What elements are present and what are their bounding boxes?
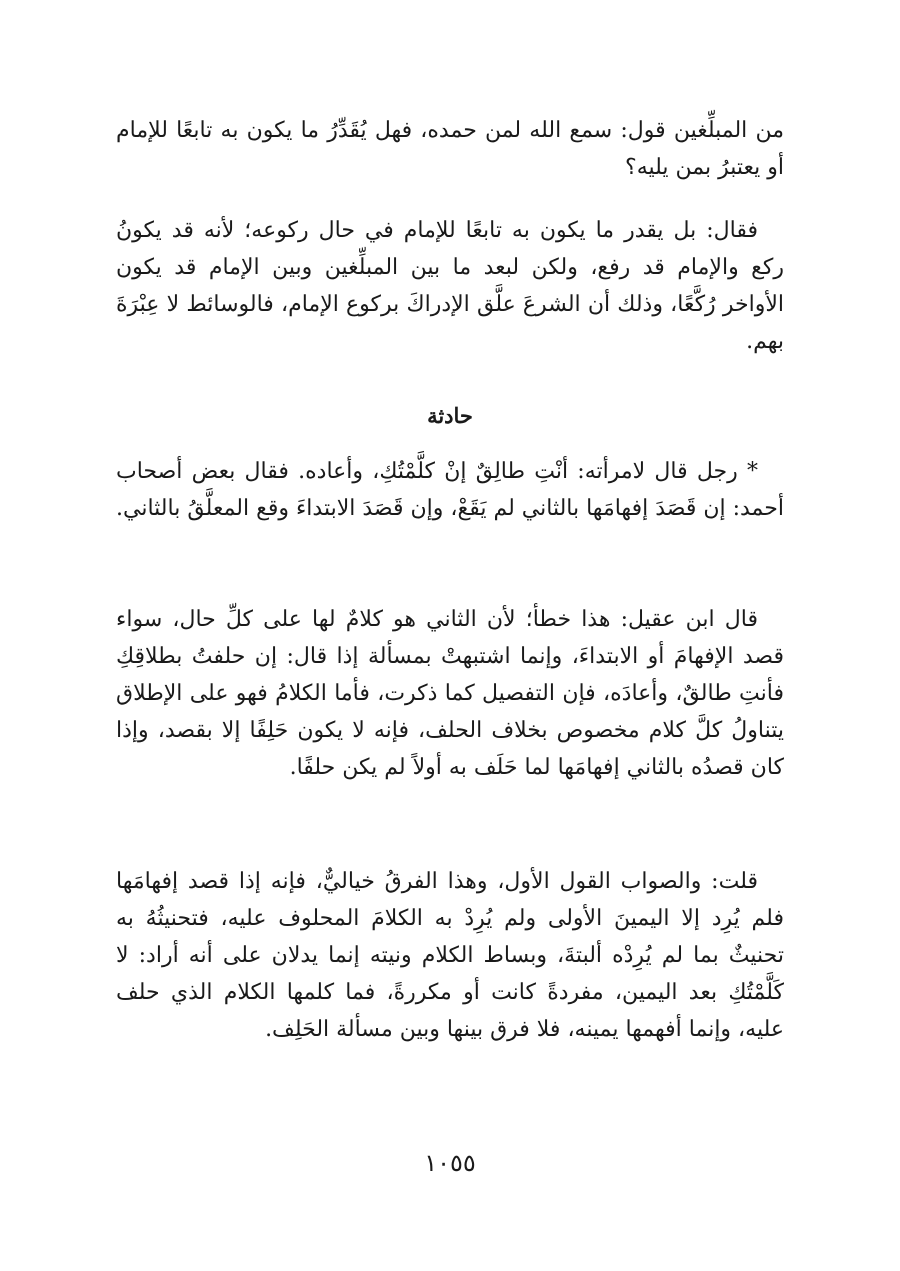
page-number: ١٠٥٥ [424, 1149, 476, 1177]
paragraph-3: * رجل قال لامرأته: أنْتِ طالِقٌ إنْ كلَّمْتُكِ، وأعاده. فقال بعض أصحاب أحمد: إن قَصَدَ إفهامَها بالثاني لم يَقَعْ، وإن قَصَدَ الابتداءَ وقع المعلَّقُ بالثاني. [116, 459, 784, 521]
paragraph-5: قلت: والصواب القول الأول، وهذا الفرقُ خياليٌّ، فإنه إذا قصد إفهامَها فلم يُرِد إلا اليمينَ الأولى ولم يُرِدْ به الكلامَ المحلوف عليه، فتحنيثُهُ به تحنيثٌ بما لم يُرِدْه ألبتةَ، وبساط الكلام ونيته إنما يدلان على أنه أراد: لا كَلَّمْتُكِ بعد اليمين، مفردةً كانت أو مكررةً، فما كلمها الكلام الذي حلف عليه، وإنما أفهمها يمينه، فلا فرق بينها وبين مسألة الحَلِف. [116, 869, 784, 1042]
paragraph-4: قال ابن عقيل: هذا خطأ؛ لأن الثاني هو كلامٌ لها على كلِّ حال، سواء قصد الإفهامَ أو الابتداءَ، وإنما اشتبهتْ بمسألة إذا قال: إن حلفتُ بطلاقِكِ فأنتِ طالقٌ، وأعادَه، فإن التفصيل كما ذكرت، فأما الكلامُ فهو على الإطلاق يتناولُ كلَّ كلام مخصوص بخلاف الحلف، فإنه لا يكون حَلِفًا إلا بقصد، وإذا كان قصدُه بالثاني إفهامَها لما حَلَف به أولاً لم يكن حلفًا. [116, 607, 784, 780]
paragraph-1: من المبلِّغين قول: سمع الله لمن حمده، فهل يُقَدِّرُ ما يكون به تابعًا للإمام أو يعتبرُ بمن يليه؟ [116, 118, 784, 180]
section-heading: حادثة [427, 403, 473, 428]
paragraph-2: فقال: بل يقدر ما يكون به تابعًا للإمام في حال ركوعه؛ لأنه قد يكونُ ركع والإمام قد رفع، ولكن لبعد ما بين المبلِّغين وبين الإمام قد يكون الأواخر رُكَّعًا، وذلك أن الشرعَ علَّق الإدراكَ بركوع الإمام، فالوسائط لا عِبْرَةَ بهم. [116, 218, 784, 354]
